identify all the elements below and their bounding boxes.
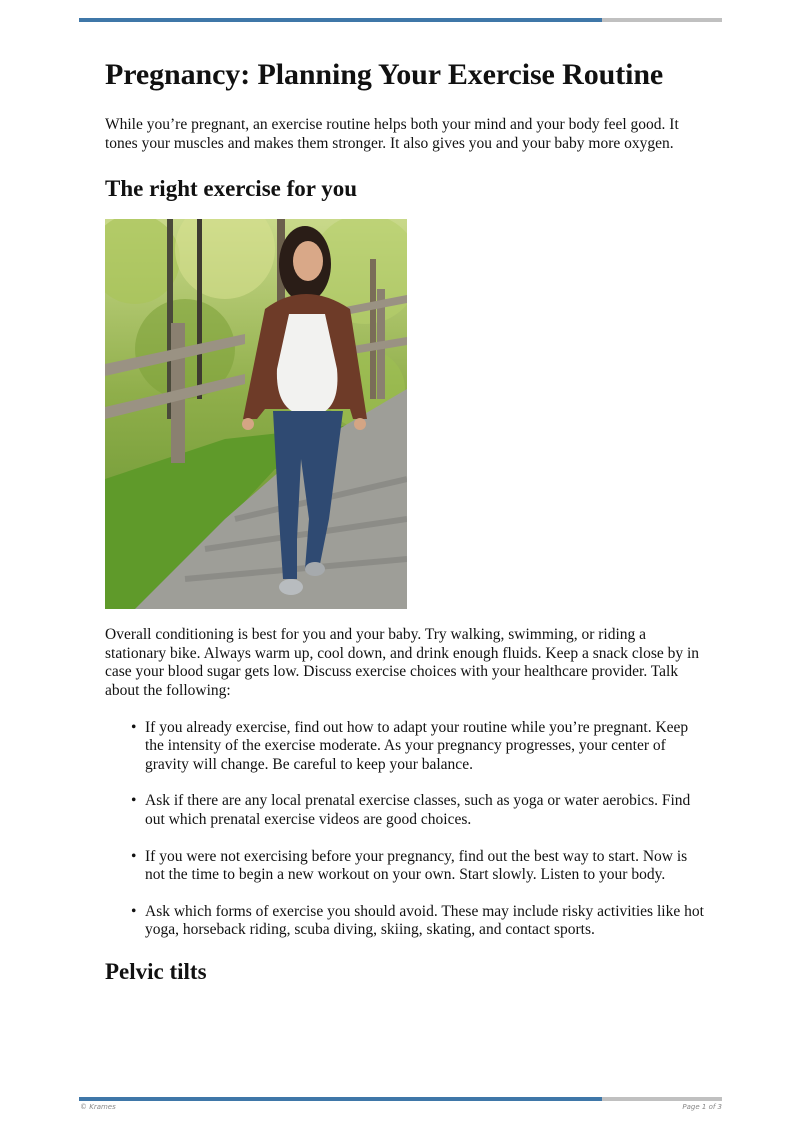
footer-copyright: © Krames bbox=[80, 1103, 116, 1111]
progress-remaining bbox=[602, 18, 722, 22]
list-item: • If you were not exercising before your pregnancy, find out the best way to start. Now is not the time to begin a new workout on your own. Start slowly. Listen to your body. bbox=[131, 847, 688, 884]
progress-filled bbox=[79, 1097, 602, 1101]
footer-progress-bar bbox=[79, 1097, 722, 1101]
page-title: Pregnancy: Planning Your Exercise Routine bbox=[105, 58, 664, 91]
progress-filled bbox=[79, 18, 602, 22]
footer-page-number: Page 1 of 3 bbox=[682, 1103, 722, 1111]
document-body bbox=[105, 56, 705, 1002]
bullet-icon: • bbox=[131, 847, 137, 865]
progress-remaining bbox=[602, 1097, 722, 1101]
list-item: • Ask if there are any local prenatal exercise classes, such as yoga or water aerobics. Find out which prenatal exercise videos are good choices. bbox=[131, 792, 691, 828]
walking-woman-photo bbox=[105, 219, 407, 609]
section-heading-right-exercise: The right exercise for you bbox=[105, 176, 358, 202]
intro-paragraph: While you’re pregnant, an exercise routine helps both your mind and your body feel good. It tones your muscles and makes them stronger. It also gives you and your baby more oxygen. bbox=[105, 116, 679, 152]
photo-illustration bbox=[105, 219, 407, 609]
bullet-icon: • bbox=[131, 718, 137, 736]
discussion-list bbox=[105, 719, 705, 940]
list-item: • If you already exercise, find out how to adapt your routine while you’re pregnant. Keep the intensity of the exercise moderate. As your pregnancy progresses, your center of gravity will change. Be careful to keep your balance. bbox=[131, 718, 689, 773]
header-progress-bar bbox=[79, 18, 722, 22]
bullet-icon: • bbox=[131, 792, 137, 810]
conditioning-paragraph: Overall conditioning is best for you and your baby. Try walking, swimming, or riding a stationary bike. Always warm up, cool down, and drink enough fluids. Keep a snack close by in case your blood sugar gets low. Discuss exercise choices with your healthcare provider. Talk about the following: bbox=[105, 626, 700, 699]
section-heading-pelvic-tilts: Pelvic tilts bbox=[105, 958, 207, 984]
list-item: • Ask which forms of exercise you should avoid. These may include risky activities like hot yoga, horseback riding, scuba diving, skiing, skating, and contact sports. bbox=[131, 902, 704, 939]
bullet-icon: • bbox=[131, 902, 137, 920]
